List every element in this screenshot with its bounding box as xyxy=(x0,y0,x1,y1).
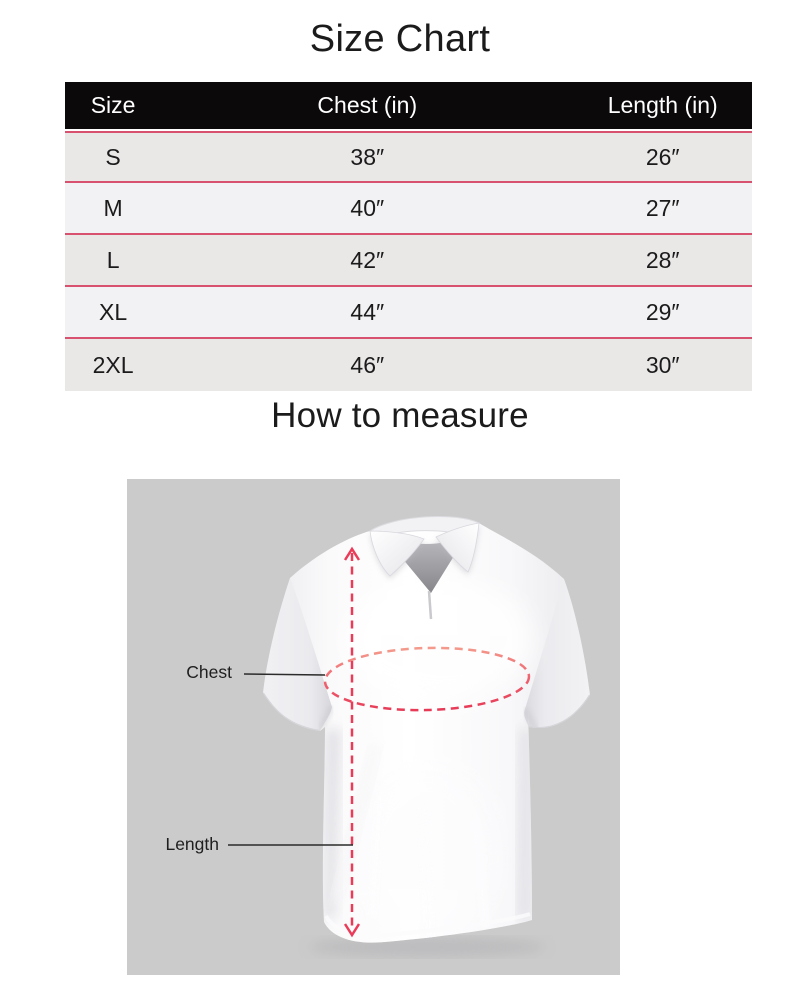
table-row-m xyxy=(65,183,752,235)
size-chart-table xyxy=(65,82,752,391)
table-row-xl xyxy=(65,287,752,339)
size-cell: XL xyxy=(65,287,161,339)
right-side-shading xyxy=(517,729,533,919)
polo-shirt-illustration xyxy=(127,479,620,975)
how-to-measure-title: How to measure xyxy=(271,396,529,435)
page-title: Size Chart xyxy=(309,18,491,60)
column-header-size: Size xyxy=(65,82,161,131)
chest-cell: 38″ xyxy=(161,131,573,183)
length-cell: 27″ xyxy=(573,183,752,235)
table-header-row xyxy=(65,82,752,131)
table-row-2xl xyxy=(65,339,752,391)
length-cell: 29″ xyxy=(573,287,752,339)
length-cell: 26″ xyxy=(573,131,752,183)
chest-label: Chest xyxy=(186,662,232,682)
chest-cell: 42″ xyxy=(161,235,573,287)
column-header-length: Length (in) xyxy=(573,82,752,131)
size-cell: L xyxy=(65,235,161,287)
size-cell: M xyxy=(65,183,161,235)
column-header-chest: Chest (in) xyxy=(161,82,573,131)
size-cell: 2XL xyxy=(65,339,161,391)
chest-leader-line xyxy=(244,674,325,675)
chest-cell: 40″ xyxy=(161,183,573,235)
size-cell: S xyxy=(65,131,161,183)
length-label: Length xyxy=(165,834,219,854)
length-cell: 28″ xyxy=(573,235,752,287)
chest-cell: 44″ xyxy=(161,287,573,339)
chest-cell: 46″ xyxy=(161,339,573,391)
table-row-l xyxy=(65,235,752,287)
length-cell: 30″ xyxy=(573,339,752,391)
shirt-ground-shadow xyxy=(309,937,545,957)
chest-highlight xyxy=(344,577,534,701)
table-row-s xyxy=(65,131,752,183)
measure-panel xyxy=(127,479,620,975)
